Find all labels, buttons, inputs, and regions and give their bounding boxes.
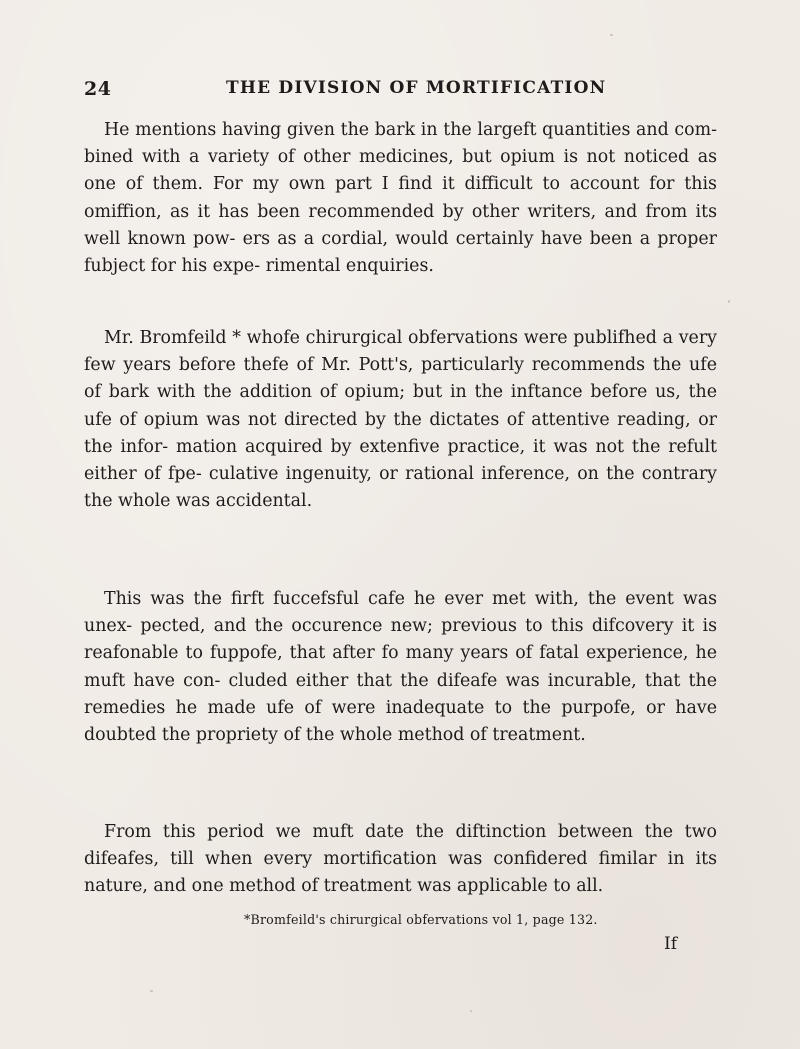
paper-speck (610, 34, 613, 36)
paper-speck (470, 1010, 472, 1012)
page-header (84, 78, 724, 108)
running-title: THE DIVISION OF MORTIFICATION (226, 78, 607, 98)
paragraph-4: From this period we muft date the diftinction between the two difeafes, till when every mortification was confidered fimilar in its nature, and one method of treatment was applicable to all. (84, 822, 717, 897)
footnote: *Bromfeild's chirurgical obfervations vol 1, page 132. (244, 912, 598, 927)
paragraph-3: This was the firft fuccefsful cafe he ever met with, the event was unex- pected, and the occurence new; previous to this difcovery it is reafonable to fuppofe, that after fo many years of fatal experience, he muft have con- cluded either that the difeafe was incurable, that the remedies he made ufe of were inadequate to the purpofe, or have doubted the propriety of the whole method of treatment. (84, 589, 717, 746)
paragraph-1: He mentions having given the bark in the largeft quantities and com- bined with a variety of other medicines, but opium is not noticed as one of them. For my own part I find it difficult to account for this omiffion, as it has been recommended by other writers, and from its well known pow- ers as a cordial, would certainly have been a proper fubject for his expe- rimental enquiries. (84, 120, 717, 277)
paper-speck (332, 440, 334, 442)
paper-speck (150, 990, 153, 992)
page-number: 24 (84, 78, 112, 100)
paper-speck (728, 300, 730, 303)
paragraph-2: Mr. Bromfeild * whofe chirurgical obfervations were publifhed a very few years before thefe of Mr. Pott's, particularly recommends the ufe of bark with the addition of opium; but in the inftance before us, the ufe of opium was not directed by the dictates of attentive reading, or the infor- mation acquired by extenfive practice, it was not the refult either of fpe- culative ingenuity, or rational inference, on the contrary the whole was accidental. (84, 328, 717, 512)
catchword: If (664, 934, 678, 954)
